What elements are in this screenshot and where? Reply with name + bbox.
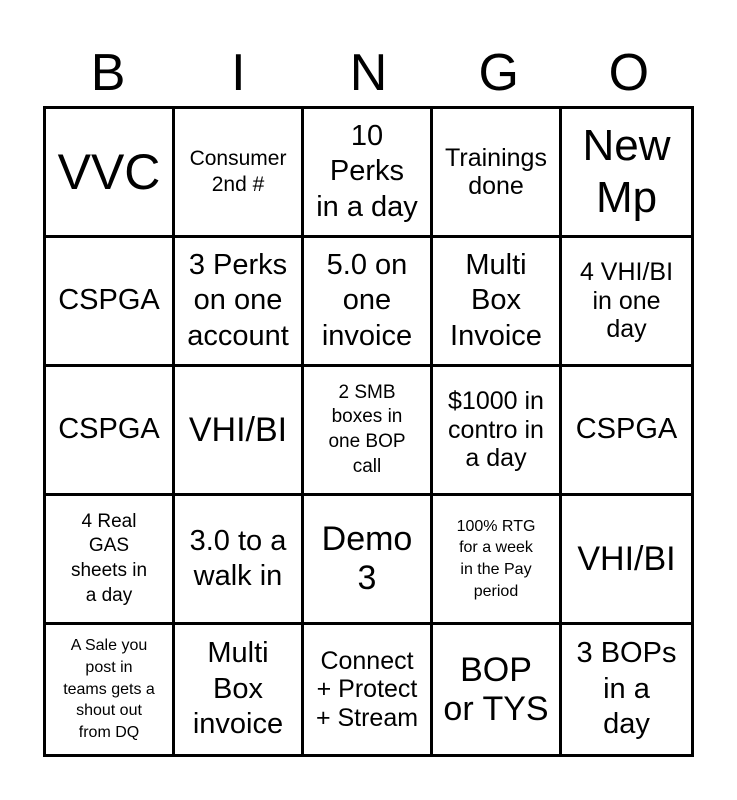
bingo-cell-r3-c2[interactable]	[175, 367, 304, 496]
cell-label: Multi Box invoice	[192, 637, 284, 741]
bingo-cell-r4-c3[interactable]	[304, 496, 433, 625]
cell-label: VHI/BI	[577, 539, 676, 578]
cell-label: 2 SMB boxes in one BOP call	[328, 381, 406, 477]
header-letter-i: I	[231, 44, 246, 102]
cell-label: 3.0 to a walk in	[189, 524, 287, 592]
bingo-cell-r3-c1[interactable]	[46, 367, 175, 496]
bingo-cell-r2-c4[interactable]	[433, 238, 562, 367]
bingo-cell-r5-c4[interactable]	[433, 625, 562, 754]
cell-label: BOP or TYS	[443, 650, 549, 728]
cell-label: 5.0 on one invoice	[321, 248, 413, 352]
header-letter-n: N	[349, 44, 388, 102]
cell-label: 10 Perks in a day	[316, 119, 418, 223]
bingo-board	[43, 106, 694, 757]
bingo-cell-r2-c5[interactable]	[562, 238, 691, 367]
cell-label: Consumer 2nd #	[189, 146, 287, 196]
bingo-cell-r1-c4[interactable]	[433, 109, 562, 238]
bingo-cell-r5-c1[interactable]	[46, 625, 175, 754]
cell-label: CSPGA	[58, 284, 160, 317]
header-letter-o: O	[608, 44, 650, 102]
cell-label: A Sale you post in teams gets a shout out from DQ	[63, 637, 155, 742]
cell-label: VVC	[57, 144, 161, 200]
cell-label: 4 Real GAS sheets in a day	[70, 510, 148, 606]
bingo-cell-r1-c5[interactable]	[562, 109, 691, 238]
cell-label: Trainings done	[445, 143, 547, 200]
bingo-cell-r4-c5[interactable]	[562, 496, 691, 625]
bingo-cell-r2-c3[interactable]	[304, 238, 433, 367]
cell-label: 3 Perks on one account	[187, 248, 289, 352]
header-letter-g: G	[478, 44, 519, 102]
bingo-cell-r4-c4[interactable]	[433, 496, 562, 625]
cell-label: CSPGA	[58, 413, 160, 446]
bingo-cell-r1-c3[interactable]	[304, 109, 433, 238]
bingo-cell-r1-c2[interactable]	[175, 109, 304, 238]
bingo-cell-r3-c5[interactable]	[562, 367, 691, 496]
cell-label: 100% RTG for a week in the Pay period	[456, 517, 536, 600]
bingo-cell-r2-c2[interactable]	[175, 238, 304, 367]
cell-label: Multi Box Invoice	[450, 248, 542, 352]
bingo-cell-r3-c3[interactable]	[304, 367, 433, 496]
header-letter-b: B	[90, 44, 126, 102]
cell-label: VHI/BI	[188, 410, 288, 449]
cell-label: Connect + Protect + Stream	[315, 646, 419, 732]
cell-label: CSPGA	[575, 413, 678, 446]
bingo-cell-r4-c1[interactable]	[46, 496, 175, 625]
bingo-cell-r2-c1[interactable]	[46, 238, 175, 367]
bingo-cell-r3-c4[interactable]	[433, 367, 562, 496]
cell-label: $1000 in contro in a day	[448, 387, 544, 473]
bingo-cell-r5-c5[interactable]	[562, 625, 691, 754]
cell-label: 3 BOPs in a day	[576, 637, 677, 741]
bingo-cell-r5-c2[interactable]	[175, 625, 304, 754]
bingo-cell-r5-c3[interactable]	[304, 625, 433, 754]
bingo-cell-r4-c2[interactable]	[175, 496, 304, 625]
cell-label: 4 VHI/BI in one day	[579, 258, 674, 344]
bingo-header	[43, 40, 694, 106]
bingo-cell-r1-c1[interactable]	[46, 109, 175, 238]
cell-label: Demo 3	[321, 520, 413, 597]
cell-label: New Mp	[582, 121, 671, 222]
